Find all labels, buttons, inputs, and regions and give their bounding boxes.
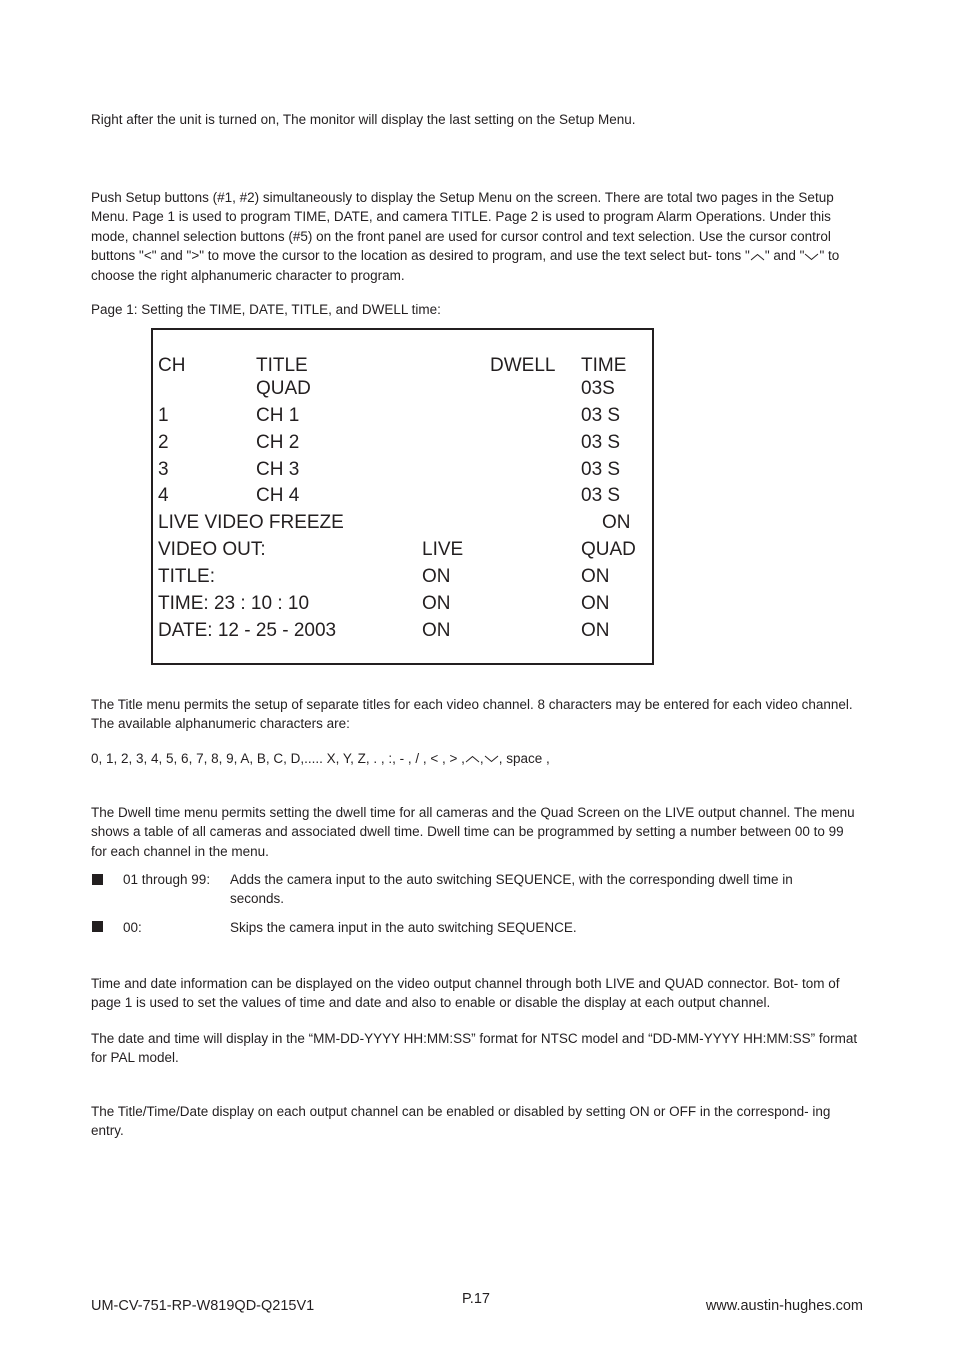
bullet-line: seconds. [230, 891, 285, 907]
menu-header-title: TITLE [256, 355, 308, 376]
footer-doc-id: UM-CV-751-RP-W819QD-Q215V1 [91, 1298, 315, 1314]
bullet-marker [92, 874, 103, 885]
menu-quad-title: QUAD [256, 378, 311, 399]
chars-text-1: 0, 1, 2, 3, 4, 5, 6, 7, 8, 9, A, B, C, D,..... X, Y, Z, . , :, - , / , < , > , [91, 751, 465, 766]
time-date-paragraph: Time and date information can be displayed on the video output channel through both LIVE and QUAD connector. Bot- tom of page 1 is used to set the values of time and date and also to enable or disable the display at each output channel. [91, 976, 840, 1011]
bullet-key: 00: [123, 920, 142, 935]
display-paragraph: The Title/Time/Date display on each output channel can be enabled or disabled by setting ON or OFF in the correspond- ing entry. [91, 1104, 831, 1139]
menu-time-label: TIME: 23 : 10 : 10 [158, 593, 310, 614]
caret-up-icon [465, 755, 480, 763]
bullet-marker [92, 921, 103, 932]
menu-title-label: TITLE: [158, 566, 216, 587]
menu-quad-time: 03S [581, 378, 615, 399]
menu-video-out-quad: QUAD [581, 539, 636, 560]
setup-text-1: Push Setup buttons (#1, #2) simultaneously to display the Setup Menu on the screen. There are total two pages in the Setup Menu. Page 1 is used to program TIME, DATE, and camera TITLE. Page 2 is used to program Alarm Operations. Under this mode, channel selection buttons (#5) on the front panel are used for cursor control and text selection. Use the cursor control buttons "<" and ">" to move the cursor to the location as desired to program, and use the text select but- tons " [91, 190, 834, 264]
menu-ch-number: 4 [158, 485, 169, 506]
footer-page-number: P.17 [462, 1291, 490, 1307]
menu-ch-time: 03 S [581, 459, 621, 480]
setup-menu-page1 [151, 328, 654, 665]
menu-ch-time: 03 S [581, 405, 621, 426]
dwell-paragraph: The Dwell time menu permits setting the dwell time for all cameras and the Quad Screen on the LIVE output channel. The menu shows a table of all cameras and associated dwell time. Dwell time can be programmed by setting a number between 00 to 99 for each channel in the menu. [91, 805, 855, 859]
menu-video-out-live: LIVE [422, 539, 464, 560]
menu-date-quad: ON [581, 620, 610, 641]
menu-ch-title: CH 4 [256, 485, 300, 506]
menu-header-time: TIME [581, 355, 627, 376]
available-characters [91, 749, 863, 768]
bullet-text: Skips the camera input in the auto switching SEQUENCE. [230, 920, 577, 935]
menu-time-live: ON [422, 593, 451, 614]
menu-live-freeze-label: LIVE VIDEO FREEZE [158, 512, 344, 533]
chars-text-3: , space , [498, 751, 550, 766]
setup-text-3: " to choose the right alphanumeric character to program. [91, 248, 840, 283]
menu-ch-title: CH 3 [256, 459, 300, 480]
chars-text-2: , [479, 751, 484, 766]
menu-ch-number: 2 [158, 432, 169, 453]
menu-live-freeze-value: ON [602, 512, 631, 533]
bullet-key: 01 through 99: [123, 872, 211, 887]
bullet-text [230, 870, 863, 909]
menu-header-ch: CH [158, 355, 186, 376]
menu-ch-time: 03 S [581, 432, 621, 453]
menu-date-label: DATE: 12 - 25 - 2003 [158, 620, 337, 641]
menu-ch-number: 1 [158, 405, 169, 426]
menu-ch-time: 03 S [581, 485, 621, 506]
caret-up-icon [750, 253, 765, 261]
caret-down-icon [804, 253, 819, 261]
menu-date-live: ON [422, 620, 451, 641]
page1-caption: Page 1: Setting the TIME, DATE, TITLE, and DWELL time: [91, 302, 441, 317]
format-paragraph: The date and time will display in the “MM-DD-YYYY HH:MM:SS” format for NTSC model and “DD-MM-YYYY HH:MM:SS” format for PAL model. [91, 1031, 858, 1066]
menu-title-quad: ON [581, 566, 610, 587]
menu-video-out-label: VIDEO OUT: [158, 539, 266, 560]
setup-paragraph [91, 188, 863, 285]
menu-header-dwell: DWELL [490, 355, 556, 376]
menu-time-quad: ON [581, 593, 610, 614]
setup-text-2: " and " [764, 248, 805, 264]
menu-ch-number: 3 [158, 459, 169, 480]
menu-ch-title: CH 1 [256, 405, 300, 426]
bullet-line: Adds the camera input to the auto switching SEQUENCE, with the corresponding dwell time in [230, 872, 793, 887]
menu-title-live: ON [422, 566, 451, 587]
footer-website: www.austin-hughes.com [705, 1298, 863, 1314]
menu-ch-title: CH 2 [256, 432, 300, 453]
intro-paragraph: Right after the unit is turned on, The monitor will display the last setting on the Setup Menu. [91, 112, 636, 127]
title-paragraph: The Title menu permits the setup of separate titles for each video channel. 8 characters may be entered for each video channel. The available alphanumeric characters are: [91, 697, 853, 732]
caret-down-icon [484, 755, 499, 763]
